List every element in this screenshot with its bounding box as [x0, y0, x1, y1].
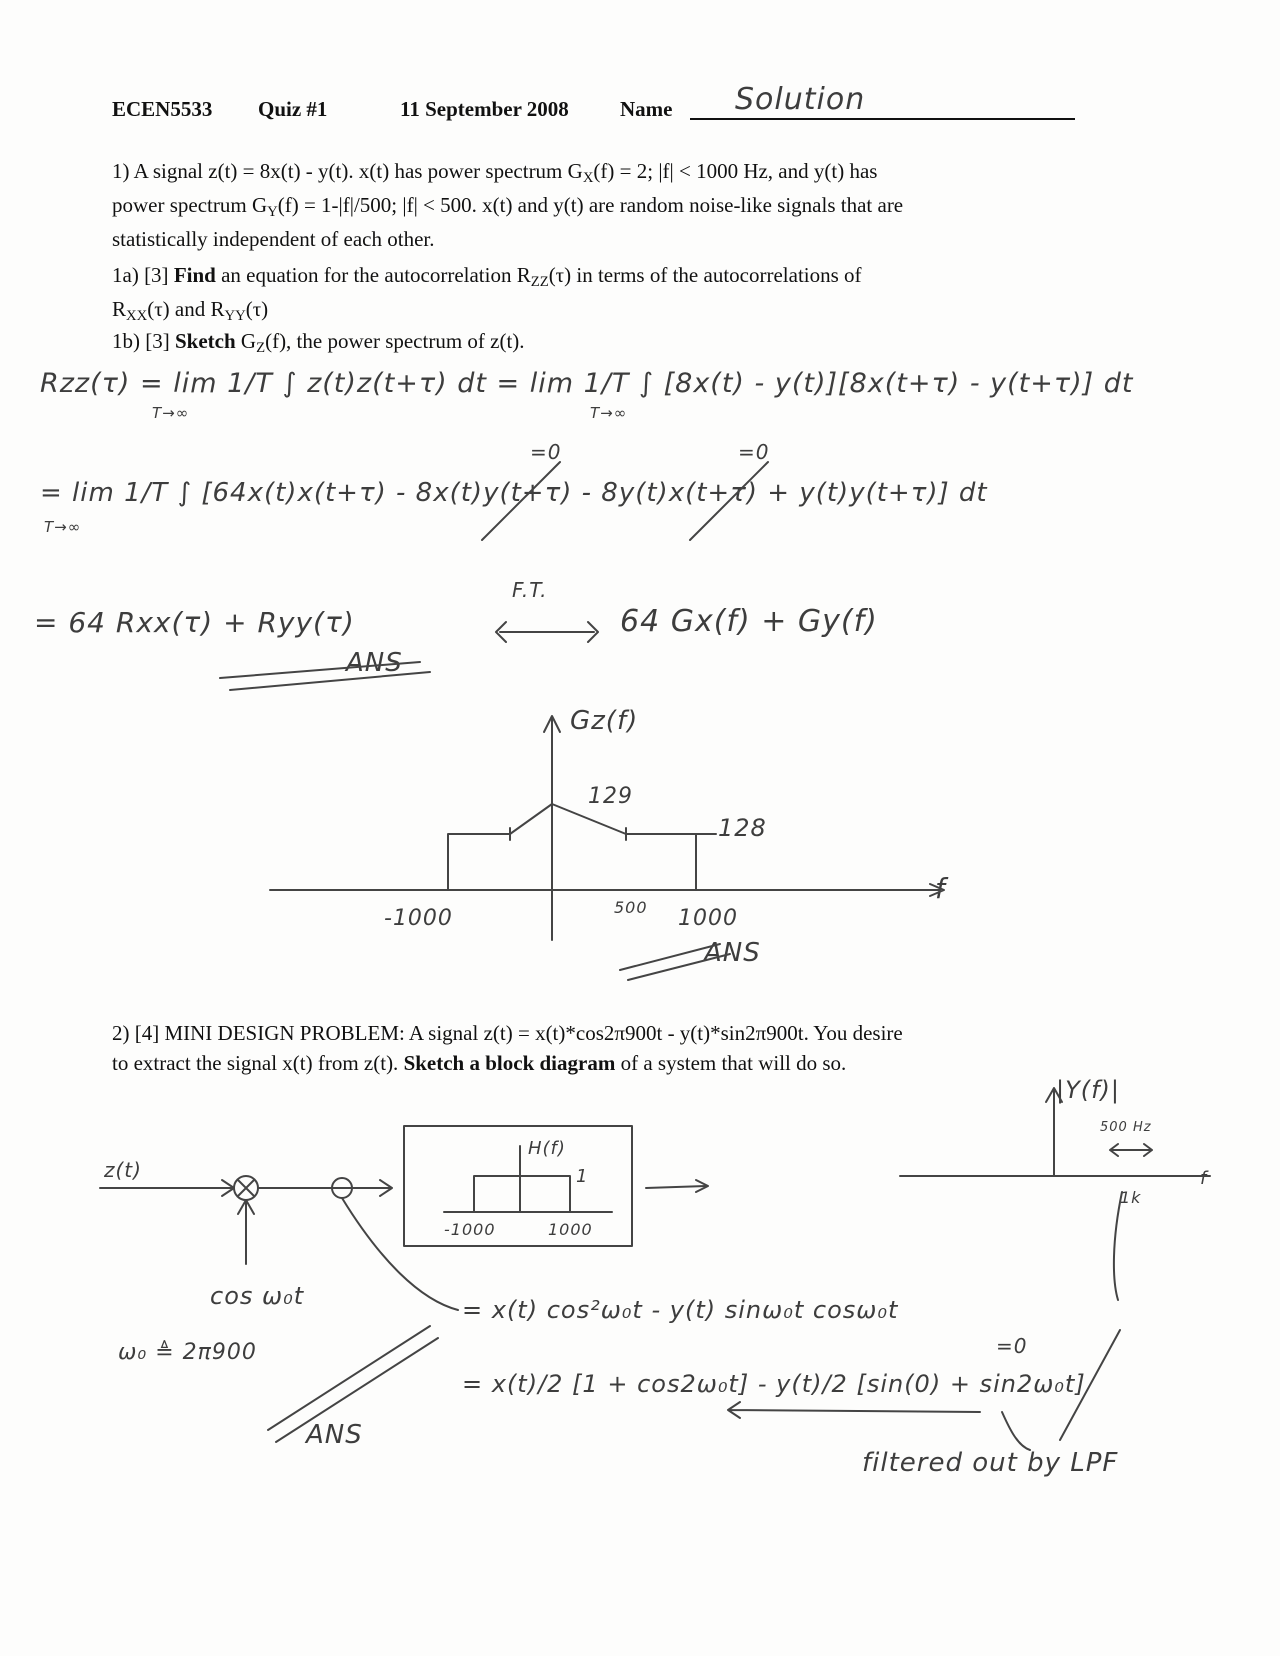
plot-spectrum-trace: [448, 804, 696, 890]
tick-minus-1000: -1000: [384, 906, 453, 931]
q1a-prompt: 1a) [3] Find an equation for the autocorrelation $R_{ZZ}(\tau)$ in terms of the autocorrelations of: [112, 263, 862, 290]
q1-line1: 1) A signal z(t) = 8x(t) - y(t). x(t) has power spectrum $G_X(f) = 2$; |f| < 1000 Hz, and y(t) has: [112, 159, 878, 186]
name-value: Solution: [735, 82, 866, 117]
ans-label-2: ANS: [704, 938, 761, 968]
strike-2: [690, 462, 768, 540]
filter-tick-neg: -1000: [444, 1220, 496, 1239]
omega-definition: ω₀ ≜ 2π900: [118, 1340, 257, 1365]
spectrum-result: 64 Gx(f) + Gy(f): [620, 604, 878, 639]
spec-bw-arrow: [1110, 1144, 1152, 1156]
filter-tick-pos: 1000: [548, 1220, 593, 1239]
oscillator-label: cos ω₀t: [210, 1282, 305, 1310]
strike-1: [482, 462, 560, 540]
spec-leader: [1114, 1192, 1122, 1300]
mixer-cross: [238, 1180, 254, 1196]
zero-annotation-2: =0: [738, 440, 770, 464]
mixer-output-eq2: = x(t)/2 [1 + cos2ω₀t] - y(t)/2 [sin(0) + sin2ω₀t]: [462, 1370, 1086, 1398]
ans-label-1: ANS: [346, 648, 403, 678]
limit-subscript-1: T→∞: [152, 404, 190, 422]
y-spectrum-label: |Y(f)|: [1056, 1076, 1121, 1104]
zero-annotation-3: =0: [996, 1334, 1028, 1358]
lpf-response: [474, 1176, 570, 1212]
ans-underline-1: [220, 662, 430, 690]
spectrum-freq-label: 1k: [1120, 1188, 1142, 1207]
lpf-block: [404, 1126, 632, 1246]
q1-line2: power spectrum $G_Y(f) = 1-|f|/500$; |f| < 500. x(t) and y(t) are random noise-like signals that are: [112, 193, 904, 220]
autocorr-result: = 64 Rxx(τ) + Ryy(τ): [34, 606, 355, 639]
quiz-date: 11 September 2008: [400, 97, 569, 121]
spectrum-bandwidth-label: 500 Hz: [1100, 1120, 1152, 1135]
lpf-out-line: [646, 1186, 706, 1188]
strike-3: [1060, 1330, 1120, 1440]
filter-gain-label: 1: [576, 1166, 589, 1187]
q1-work-line2: = lim 1/T ∫ [64x(t)x(t+τ) - 8x(t)y(t+τ) - 8y(t)x(t+τ) + y(t)y(t+τ)] dt: [40, 478, 988, 508]
q1a-prompt-line2: $R_{XX}(\tau)$ and $R_{YY}(\tau)$: [112, 297, 269, 324]
plot-xlabel: f: [935, 872, 946, 905]
ans-label-3: ANS: [306, 1420, 363, 1450]
q2-line2: to extract the signal x(t) from z(t). Sketch a block diagram of a system that will do so.: [112, 1051, 847, 1075]
ans-underline-2: [620, 944, 730, 980]
zero-annotation-1: =0: [530, 440, 562, 464]
q1-line3: statistically independent of each other.: [112, 227, 435, 251]
tick-1000: 1000: [678, 906, 738, 931]
course-code: ECEN5533: [112, 97, 213, 121]
filtered-leader: [1002, 1412, 1030, 1450]
plot-ylabel: Gz(f): [570, 706, 639, 736]
mixer-output-eq1: = x(t) cos²ω₀t - y(t) sinω₀t cosω₀t: [462, 1296, 899, 1324]
input-signal-label: z(t): [104, 1158, 142, 1182]
filtered-arrow: [728, 1402, 980, 1418]
filter-response-label: H(f): [528, 1138, 566, 1159]
peak-value-label: 129: [588, 784, 633, 809]
q1-work-line1: Rzz(τ) = lim 1/T ∫ z(t)z(t+τ) dt = lim 1/T ∫ [8x(t) - y(t)][8x(t+τ) - y(t+τ)] dt: [40, 368, 1134, 399]
spectrum-axis-label: f: [1200, 1168, 1208, 1189]
q1b-prompt: 1b) [3] Sketch $G_Z(f)$, the power spectrum of z(t).: [112, 329, 525, 356]
ft-arrow: [496, 622, 598, 642]
fourier-transform-label: F.T.: [512, 578, 548, 602]
ans-underline-3: [268, 1326, 438, 1442]
tick-500: 500: [614, 898, 648, 917]
q2-line1: 2) [4] MINI DESIGN PROBLEM: A signal z(t) = x(t)*cos2π900t - y(t)*sin2π900t. You desire: [112, 1021, 903, 1045]
limit-subscript-2: T→∞: [590, 404, 628, 422]
quiz-number: Quiz #1: [258, 97, 328, 121]
name-label: Name: [620, 97, 673, 121]
filtered-annotation: filtered out by LPF: [862, 1448, 1119, 1478]
probe-leader: [342, 1198, 458, 1310]
limit-subscript-3: T→∞: [44, 518, 82, 536]
level-value-label: 128: [718, 814, 767, 842]
